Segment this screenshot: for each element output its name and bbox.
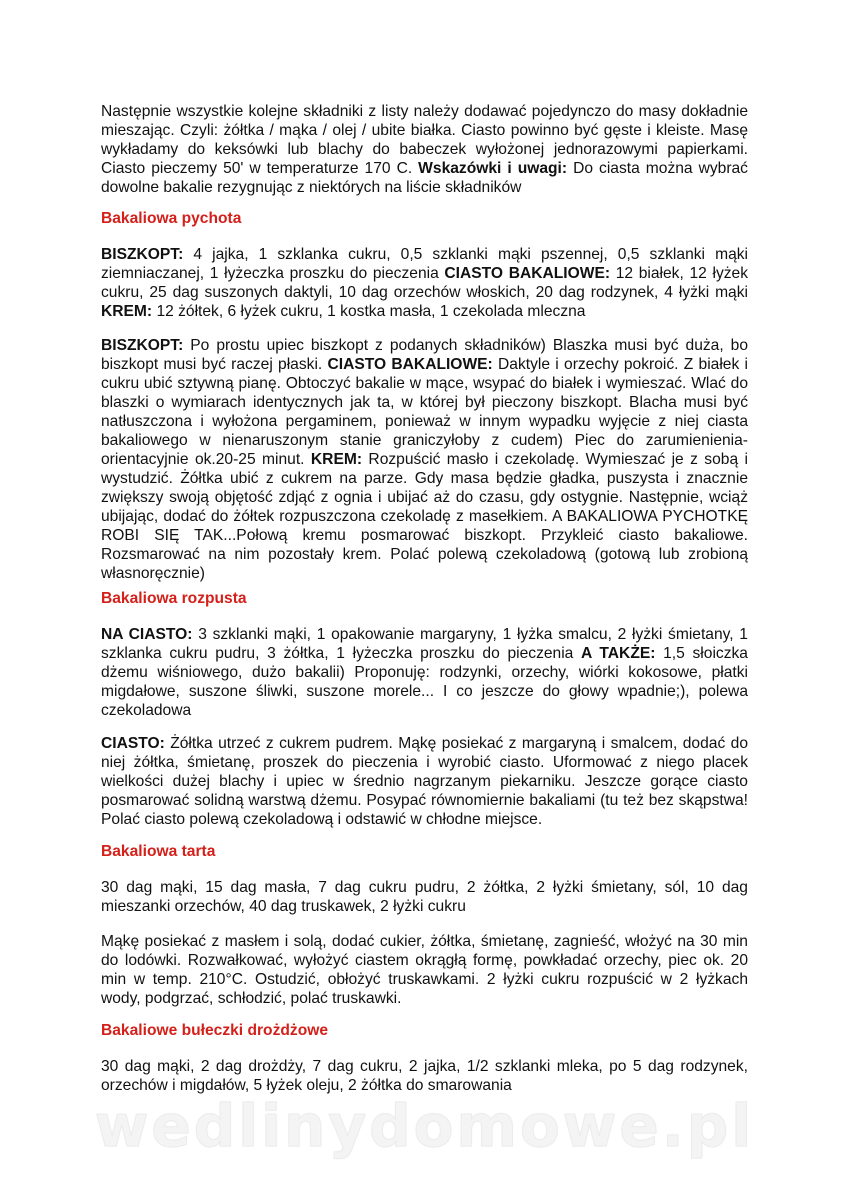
heading-bakaliowe-buleczki: Bakaliowe bułeczki drożdżowe (101, 1022, 329, 1039)
intro-paragraph: Następnie wszystkie kolejne składniki z listy należy dodawać pojedynczo do masy dokładnie mieszając. Czyli: żółtka / mąka / olej / ubite białka. Ciasto powinno być gęste i kleiste. Masę wykładamy do keksówki lub blachy do babeczek wyłożonej jednorazowymi papierkami. Ciasto pieczemy 50' w temperaturze 170 C. Wskazówki i uwagi: Do ciasta można wybrać dowolne bakalie rezygnując z niektórych na liście składników (101, 103, 748, 196)
watermark-logo: wedlinydomowe.pl (94, 1092, 755, 1160)
tips-label: Wskazówki i uwagi: (418, 160, 568, 177)
heading-bakaliowa-pychota: Bakaliowa pychota (101, 210, 242, 227)
heading-bakaliowa-rozpusta: Bakaliowa rozpusta (101, 590, 247, 607)
heading-bakaliowa-tarta: Bakaliowa tarta (101, 843, 216, 860)
method-pychota: BISZKOPT: Po prostu upiec biszkopt z podanych składników) Blaszka musi być duża, bo biszkopt musi być raczej płaski. CIASTO BAKALIOWE: Daktyle i orzechy pokroić. Z białek i cukru ubić sztywną pianę. Obtoczyć bakalie w mące, wsypać do białek i wymieszać. Wlać do blaszki o wymiarach identycznych jak ta, w której był pieczony biszkopt. Blacha musi być natłuszczona i wyłożona pergaminem, ponieważ w innym wypadku wyjęcie z niej ciasta bakaliowego w nienaruszonym stanie graniczyłoby z cudem) Piec do zarumienienia-orientacyjnie ok.20-25 minut. KREM: Rozpuścić masło i czekoladę. Wymieszać je z sobą i wystudzić. Żółtka ubić z cukrem na parze. Gdy masa będzie gładka, puszysta i znacznie zwiększy swoją objętość zdjąć z ognia i ubijać aż do czasu, gdy ostygnie. Następnie, wciąż ubijając, dodać do żółtek rozpuszczona czekoladę z masełkiem. A BAKALIOWA PYCHOTKĘ ROBI SIĘ TAK...Połową kremu posmarować biszkopt. Przykleić ciasto bakaliowe. Rozsmarować na nim pozostały krem. Polać polewą czekoladową (gotową lub zrobioną własnoręcznie) (101, 337, 749, 582)
ingredients-rozpusta: NA CIASTO: 3 szklanki mąki, 1 opakowanie margaryny, 1 łyżka smalcu, 2 łyżki śmietany, 1 szklanka cukru pudru, 3 żółtka, 1 łyżeczka proszku do pieczenia A TAKŻE: 1,5 słoiczka dżemu wiśniowego, dużo bakalii) Proponuję: rodzynki, orzechy, wiórki kokosowe, płatki migdałowe, suszone śliwki, suszone morele... I co jeszcze do głowy wpadnie;), polewa czekoladowa (101, 626, 748, 719)
method-tarta: Mąkę posiekać z masłem i solą, dodać cukier, żółtka, śmietanę, zagnieść, włożyć na 30 min do lodówki. Rozwałkować, wyłożyć ciastem okrągłą formę, powkładać orzechy, piec ok. 20 min w temp. 210°C. Ostudzić, obłożyć truskawkami. 2 łyżki cukru rozpuścić w 2 łyżkach wody, podgrzać, schłodzić, polać truskawki. (101, 933, 748, 1007)
ingredients-tarta: 30 dag mąki, 15 dag masła, 7 dag cukru pudru, 2 żółtka, 2 łyżki śmietany, sól, 10 dag mieszanki orzechów, 40 dag truskawek, 2 łyżki cukru (101, 879, 748, 915)
ingredients-buleczki: 30 dag mąki, 2 dag drożdży, 7 dag cukru, 2 jajka, 1/2 szklanki mleka, po 5 dag rodzynek, orzechów i migdałów, 5 łyżek oleju, 2 żółtka do smarowania (101, 1058, 748, 1094)
ingredients-pychota: BISZKOPT: 4 jajka, 1 szklanka cukru, 0,5 szklanki mąki pszennej, 0,5 szklanki mąki ziemniaczanej, 1 łyżeczka proszku do pieczenia CIASTO BAKALIOWE: 12 białek, 12 łyżek cukru, 25 dag suszonych daktyli, 10 dag orzechów włoskich, 20 dag rodzynek, 4 łyżki mąki KREM: 12 żółtek, 6 łyżek cukru, 1 kostka masła, 1 czekolada mleczna (101, 246, 749, 320)
method-rozpusta: CIASTO: Żółtka utrzeć z cukrem pudrem. Mąkę posiekać z margaryną i smalcem, dodać do niej żółtka, śmietanę, proszek do pieczenia i wyrobić ciasto. Uformować z niego placek wielkości dużej blachy i upiec w średnio nagrzanym piekarniku. Jeszcze gorące ciasto posmarować solidną warstwą dżemu. Posypać równomiernie bakaliami (tu też bez skąpstwa! Polać ciasto polewą czekoladową i odstawić w chłodne miejsce. (101, 735, 748, 828)
